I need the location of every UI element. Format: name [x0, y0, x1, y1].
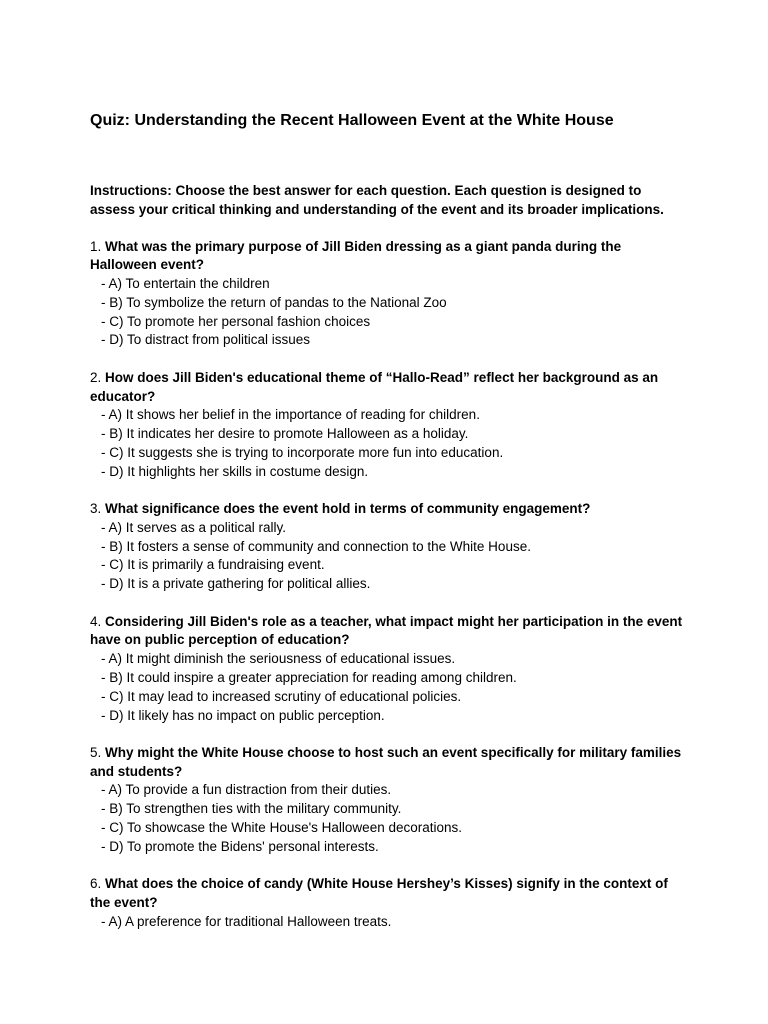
answer-option: - C) It is primarily a fundraising event. [101, 557, 325, 573]
answer-option: - C) To showcase the White House's Halloween decorations. [101, 820, 462, 836]
question-prompt [90, 238, 690, 276]
question-2 [90, 369, 690, 482]
answer-option: - C) It suggests she is trying to incorporate more fun into education. [101, 444, 504, 460]
question-5 [90, 744, 690, 857]
question-prompt [90, 744, 690, 782]
answer-option: - D) To promote the Bidens' personal interests. [101, 838, 379, 854]
question-3 [90, 500, 690, 594]
question-prompt [90, 369, 690, 407]
answer-option: - A) A preference for traditional Halloween treats. [101, 913, 392, 929]
question-prompt [90, 613, 690, 651]
question-number: 1. [90, 238, 102, 254]
question-text: What does the choice of candy (White House Hershey’s Kisses) signify in the context of the event? [90, 876, 668, 910]
answer-option: - B) It fosters a sense of community and connection to the White House. [101, 538, 531, 554]
question-number: 2. [90, 369, 102, 385]
answer-option: - B) It indicates her desire to promote Halloween as a holiday. [101, 426, 469, 442]
answer-option: - A) It might diminish the seriousness of educational issues. [101, 651, 456, 667]
question-text: Why might the White House choose to host such an event specifically for military families and students? [90, 744, 682, 779]
answer-option: - A) It shows her belief in the importance of reading for children. [101, 407, 480, 423]
question-number: 4. [90, 613, 102, 629]
question-number: 6. [90, 876, 102, 892]
question-1 [90, 238, 690, 351]
quiz-document [90, 110, 690, 932]
answer-option: - B) To strengthen ties with the military community. [101, 801, 402, 817]
question-text: What was the primary purpose of Jill Biden dressing as a giant panda during the Halloween event? [90, 238, 622, 273]
answer-option: - C) It may lead to increased scrutiny of educational policies. [101, 688, 462, 704]
instructions-text: Instructions: Choose the best answer for each question. Each question is designed to assess your critical thinking and understanding of the event and its broader implications. [90, 183, 664, 217]
answer-option: - B) It could inspire a greater appreciation for reading among children. [101, 669, 517, 685]
answer-option: - B) To symbolize the return of pandas to the National Zoo [101, 294, 447, 310]
answer-option: - A) To provide a fun distraction from their duties. [101, 782, 392, 798]
question-text: Considering Jill Biden's role as a teacher, what impact might her participation in the event have on public perception of education? [90, 613, 683, 648]
question-text: What significance does the event hold in terms of community engagement? [105, 501, 591, 517]
answer-option: - D) To distract from political issues [101, 332, 311, 348]
answer-option: - D) It likely has no impact on public perception. [101, 707, 385, 723]
question-text: How does Jill Biden's educational theme of “Hallo-Read” reflect her background as an educator? [90, 369, 659, 404]
page-title: Quiz: Understanding the Recent Halloween Event at the White House [90, 112, 614, 129]
answer-option: - A) To entertain the children [101, 276, 270, 292]
answer-option: - A) It serves as a political rally. [101, 519, 287, 535]
answer-option: - D) It is a private gathering for political allies. [101, 576, 371, 592]
answer-option: - C) To promote her personal fashion choices [101, 313, 371, 329]
question-prompt [90, 500, 690, 519]
question-6 [90, 875, 690, 931]
question-number: 3. [90, 501, 102, 517]
answer-option: - D) It highlights her skills in costume design. [101, 463, 369, 479]
question-number: 5. [90, 744, 102, 760]
question-4 [90, 613, 690, 726]
question-prompt [90, 875, 690, 913]
